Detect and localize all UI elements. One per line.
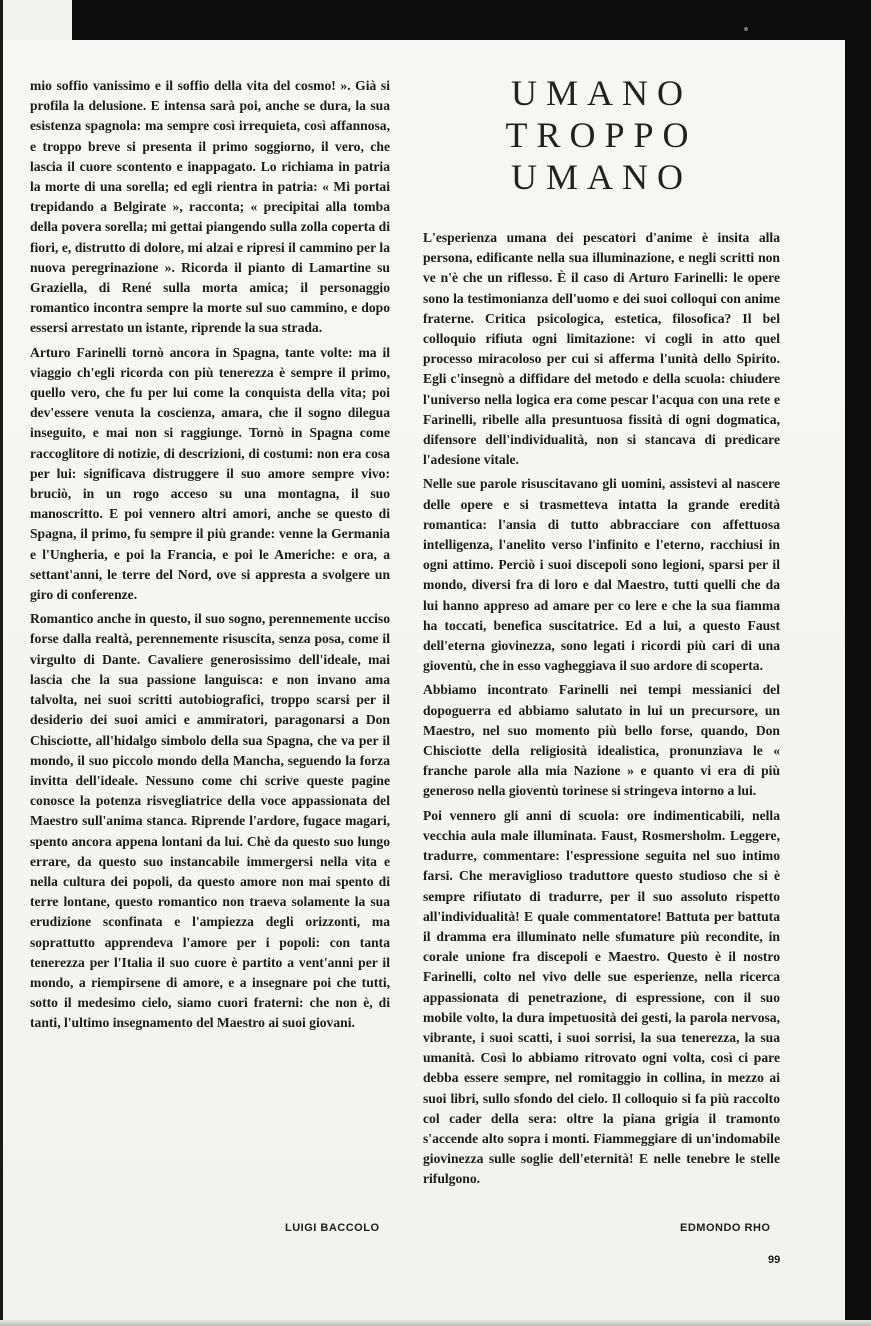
left-paragraph-1: mio soffio vanissimo e il soffio della vita del cosmo! ». Già si profila la delusione. E intensa sarà poi, anche se dura, la sua esistenza spagnola: ma sempre così irrequieta, così affannosa, e troppo breve si presenta il primo soggiorno, il vero, che lascia il cuore scontento e inappagato. Lo richiama in patria la morte di una sorella; ed egli rientra in patria: « Mi portai trepidando a Belgirate », racconta; « precipitai alla tomba della povera sorella; mi gettai piangendo sulla zolla coperta di fiori, e, distrutto di dolore, mi alzai e ripresi il cammino per la nuova peregrinazione ». Ricorda il pianto di Lamartine su Graziella, di René sulla morta amica; il personaggio romantico incontra sempre la morte sul suo cammino, e dopo essersi arrestato un istante, riprende la sua strada.	[30, 78, 390, 336]
title-line-2: UMANO	[510, 157, 692, 197]
top-border-bar	[0, 0, 871, 40]
left-column	[30, 76, 390, 1038]
right-paragraph-4: Poi vennero gli anni di scuola: ore indimenticabili, nella vecchia aula male illuminata. Faust, Rosmersholm. Leggere, tradurre, commentare: l'espressione seguita nel suo intimo farsi. Che meraviglioso traduttore questo studioso che si è sempre rifiutato di tradurre, per il suo assoluto rispetto all'individualità! E quale commentatore! Battuta per battuta il dramma era illuminato nelle sfumature più recondite, in corale unione fra discepoli e Maestro. Questo è il nostro Farinelli, colto nel vivo delle sue esperienze, nella ricerca appassionata di penetrazione, di espressione, con il suo mobile volto, la dura impetuosità dei gesti, la parola nervosa, vibrante, i suoi scatti, i suoi sorrisi, la sua tenerezza, la sua umanità. Così lo abbiamo ritrovato ogni volta, così ci pare debba essere sempre, nel romitaggio in collina, in mezzo ai suoi libri, sullo sfondo del cielo. Il colloquio si fa più raccolto col cader della sera: oltre la piana grigia il tramonto s'accende alto sopra i monti. Fiammeggiare di un'indomabile giovinezza sulle soglie dell'eternità! E nelle tenebre le stelle rifulgono.	[423, 807, 780, 1187]
right-paragraph-2: Nelle sue parole risuscitavano gli uomini, assistevi al nascere delle opere e si trasmetteva intatta la grande eredità romantica: l'ansia di tutto abbracciare con affettuosa intelligenza, l'anelito verso l'infinito e l'eterno, racchiusi in ogni attimo. Perciò i suoi discepoli sono legioni, sparsi per il mondo, diversi fra di loro e dal Maestro, tutti quelli che da lui hanno appreso ad amare per co lere e che la sua fiamma ha toccati, benefica suscitatrice. Ed a lui, a questo Faust dell'eterna giovinezza, sono legati i ricordi più cari di una gioventù, che in esso vagheggiava il suo ardore di scoperta.	[423, 476, 780, 674]
left-paragraph-2: Arturo Farinelli tornò ancora in Spagna, tante volte: ma il viaggio ch'egli ricorda con più tenerezza è sempre il primo, quello vero, che fu per lui come la conquista della vita; poi dev'essere venuta la coscienza, amara, che il sogno dilegua inseguito, e mai non si raggiunge. Tornò in Spagna come raccoglitore di notizie, di descrizioni, di costumi: non era cosa per lui: significava distruggere il suo amore sempre vivo: bruciò, in un rogo acceso su una montagna, il suo manoscritto. E poi vennero altri amori, anche se questo di Spagna, il primo, fu sempre il più grande: venne la Germania e l'Ungheria, e poi la Francia, e poi le Americhe: e ora, a settant'anni, le terre del Nord, ove si appresta a svolgere un giro di conferenze.	[30, 344, 390, 603]
right-column	[423, 72, 780, 1194]
right-border-bar	[845, 0, 871, 1326]
page-number: 99	[768, 1254, 781, 1266]
speck-mark	[744, 27, 748, 31]
author-signature-right: EDMONDO RHO	[680, 1222, 771, 1234]
article-title	[423, 72, 780, 198]
top-left-margin	[0, 0, 72, 40]
title-line-1: UMANO TROPPO	[505, 73, 698, 155]
left-border-line	[0, 0, 3, 1326]
right-paragraph-3: Abbiamo incontrato Farinelli nei tempi messianici del dopoguerra ed abbiamo salutato in lui un precursore, un Maestro, nel suo momento più bello forse, quando, Don Chisciotte della religiosità idealistica, pronunziava le « franche parole alla mia Nazione » e quanto vi era di più generoso nella gioventù torinese si stringeva intorno a lui.	[423, 682, 780, 799]
left-paragraph-3: Romantico anche in questo, il suo sogno, perennemente ucciso forse dalla realtà, perennemente risuscita, senza posa, come il virgulto di Dante. Cavaliere generosissimo dell'ideale, mai lascia che la sua passione languisca: e non invano ama talvolta, nei suoi scritti autobiografici, troppo scarsi per il desiderio dei suoi amici e ammiratori, paragonarsi a Don Chisciotte, all'hidalgo simbolo della sua Spagna, che va per il mondo, il suo piccolo mondo della Mancha, seguendo la forza invitta dell'ideale. Nessuno come chi scrive queste pagine conosce la potenza risvegliatrice della voce appassionata del Maestro sull'anima stanca. Riprende l'ardore, fugace magari, spento ancora appena lontani da lui. Chè da questo suo lungo errare, da questo suo instancabile immergersi nella vita e nella cultura dei popoli, da questo amore non mai spento di terre lontane, questo romantico non traeva solamente la sua erudizione sconfinata e l'ampiezza degli orizzonti, ma soprattutto apprendeva l'amore per i popoli: con tanta tenerezza per l'Italia il suo cuore è partito a vent'anni per il mondo, a riempirsene di amore, e a insegnare poi che tutti, sotto il medesimo cielo, siamo cuori fraterni: che non è, di tanti, l'ultimo insegnamento del Maestro ai suoi giovani.	[30, 611, 390, 1031]
bottom-edge	[0, 1320, 871, 1326]
author-signature-left: LUIGI BACCOLO	[285, 1222, 380, 1234]
right-paragraph-1: L'esperienza umana dei pescatori d'anime è insita alla persona, edificante nella sua illuminazione, e negli scritti non ve n'è che un riflesso. È il caso di Arturo Farinelli: le opere sono la testimonianza dell'uomo e dei suoi colloqui con anime fraterne. Critica psicologica, estetica, filosofica? Il bel colloquio rifiuta ogni limitazione: vi cogli in atto quel processo miracoloso per cui si afferma l'unità dello Spirito. Egli c'insegnò a diffidare del metodo e della scuola: chiudere l'universo nella logica era come pescar l'acqua con una rete e Farinelli, ribelle alla presuntuosa fissità di ogni dogmatica, difensore dell'individualità, non si stancava di predicare l'adesione vitale.	[423, 230, 780, 468]
